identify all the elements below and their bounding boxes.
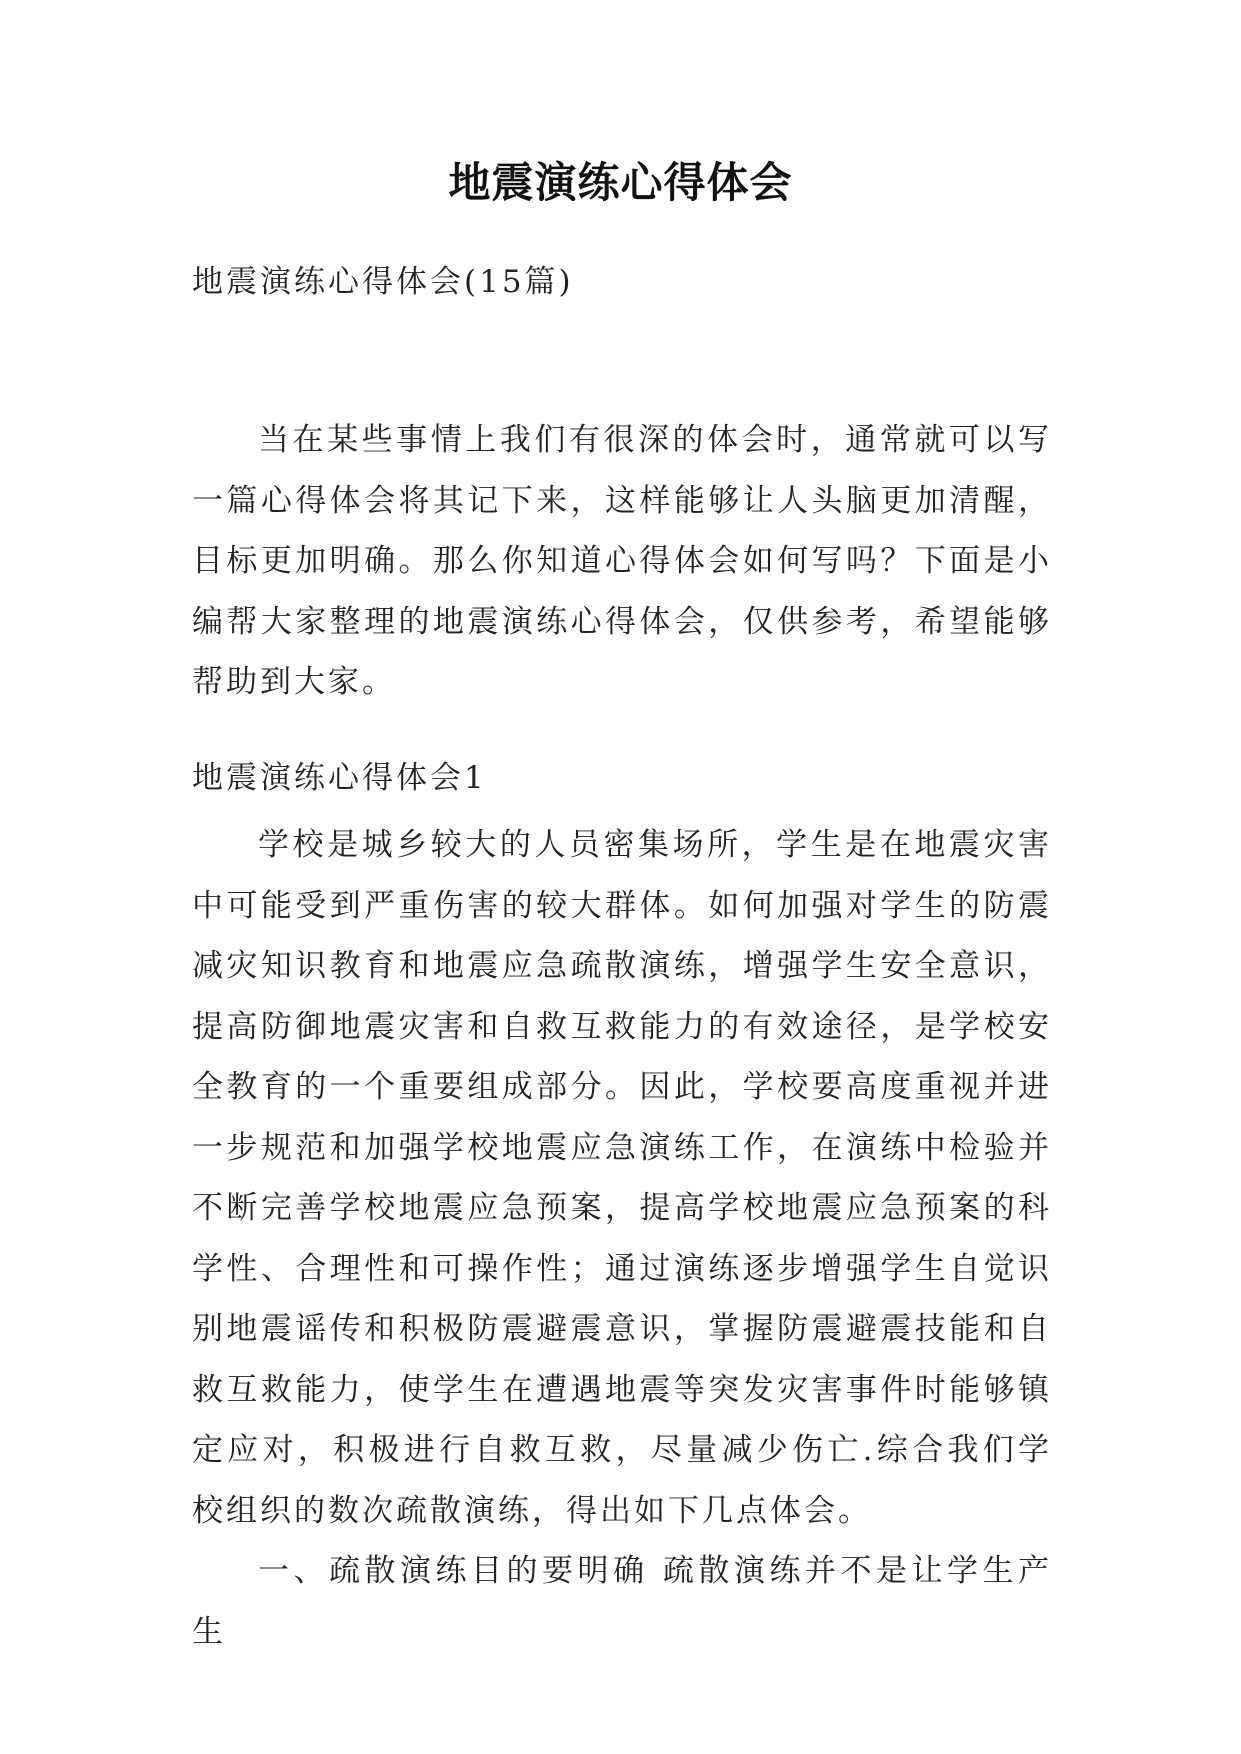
intro-block <box>192 410 1052 713</box>
section-heading: 地震演练心得体会1 <box>192 760 487 796</box>
body-paragraph: 一、疏散演练目的要明确 疏散演练并不是让学生产生 <box>192 1553 1052 1650</box>
intro-paragraph: 当在某些事情上我们有很深的体会时，通常就可以写一篇心得体会将其记下来，这样能够让人头脑更加清醒，目标更加明确。那么你知道心得体会如何写吗？下面是小编帮大家整理的地震演练心得体会，仅供参考，希望能够帮助到大家。 <box>192 422 1052 700</box>
body-paragraph: 学校是城乡较大的人员密集场所，学生是在地震灾害中可能受到严重伤害的较大群体。如何加强对学生的防震减灾知识教育和地震应急疏散演练，增强学生安全意识，提高防御地震灾害和自救互救能力的有效途径，是学校安全教育的一个重要组成部分。因此，学校要高度重视并进一步规范和加强学校地震应急演练工作，在演练中检验并不断完善学校地震应急预案，提高学校地震应急预案的科学性、合理性和可操作性；通过演练逐步增强学生自觉识别地震谣传和积极防震避震意识，掌握防震避震技能和自救互救能力，使学生在遭遇地震等突发灾害事件时能够镇定应对，积极进行自救互救，尽量减少伤亡.综合我们学校组织的数次疏散演练，得出如下几点体会。 <box>192 827 1052 1529</box>
document-subtitle: 地震演练心得体会(15篇) <box>192 264 574 300</box>
section-body <box>192 815 1052 1662</box>
document-title: 地震演练心得体会 <box>448 158 793 207</box>
